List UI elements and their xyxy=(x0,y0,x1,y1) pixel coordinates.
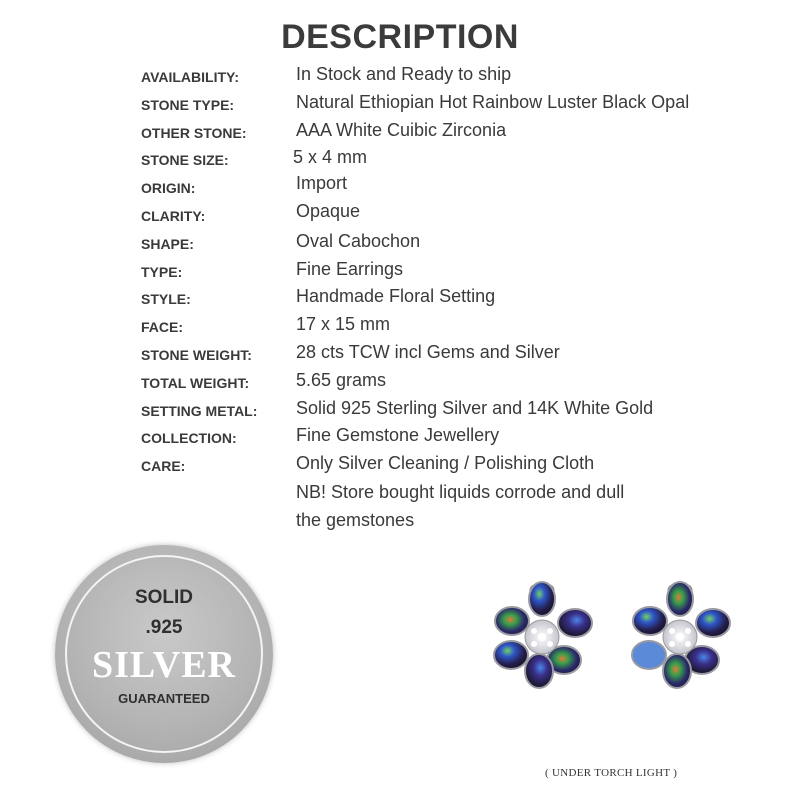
spec-row-origin xyxy=(141,175,761,203)
spec-label: CARE: xyxy=(141,458,186,475)
care-note-line-2: the gemstones xyxy=(296,510,415,530)
spec-row-setting-metal xyxy=(141,398,761,426)
spec-table xyxy=(141,64,761,481)
spec-label: TOTAL WEIGHT: xyxy=(141,374,250,391)
spec-value: Import xyxy=(296,173,348,194)
spec-label: SETTING METAL: xyxy=(141,402,258,419)
spec-row-face xyxy=(141,314,761,342)
spec-label: AVAILABILITY: xyxy=(141,69,239,85)
spec-value: AAA White Cuibic Zirconia xyxy=(296,119,507,140)
spec-value: In Stock and Ready to ship xyxy=(296,64,512,84)
seal-925-text: .925 xyxy=(145,617,183,638)
spec-row-collection xyxy=(141,425,761,453)
spec-row-stone-size xyxy=(141,147,761,175)
silver-guarantee-seal xyxy=(55,545,273,763)
earrings-photo xyxy=(470,555,770,715)
spec-value: Only Silver Cleaning / Polishing Cloth xyxy=(296,453,595,474)
spec-label: FACE: xyxy=(141,319,183,336)
care-note-line-1: NB! Store bought liquids corrode and dull xyxy=(296,482,625,502)
left-earring xyxy=(494,582,592,688)
spec-label: OTHER STONE: xyxy=(141,124,247,141)
spec-value: Handmade Floral Setting xyxy=(296,286,496,307)
spec-label: STONE SIZE: xyxy=(141,152,229,169)
spec-label: STONE TYPE: xyxy=(141,96,235,113)
spec-value: Solid 925 Sterling Silver and 14K White Gold xyxy=(296,397,654,418)
spec-row-shape xyxy=(141,231,761,259)
spec-row-total-weight xyxy=(141,370,761,398)
spec-value: Natural Ethiopian Hot Rainbow Luster Black Opal xyxy=(296,91,690,112)
spec-row-care xyxy=(141,453,761,481)
spec-label: STONE WEIGHT: xyxy=(141,346,252,363)
spec-label: STYLE: xyxy=(141,291,191,308)
seal-silver-text: SILVER xyxy=(91,644,236,686)
spec-label: SHAPE: xyxy=(141,235,194,252)
spec-row-clarity xyxy=(141,200,761,231)
spec-row-stone-type xyxy=(141,92,761,120)
seal-solid-text: SOLID xyxy=(134,587,194,608)
spec-value: Oval Cabochon xyxy=(296,230,421,251)
spec-label: COLLECTION: xyxy=(141,430,237,447)
spec-value: 5 x 4 mm xyxy=(293,147,368,168)
spec-row-style xyxy=(141,286,761,314)
spec-value: 5.65 grams xyxy=(296,369,387,390)
photo-caption: ( UNDER TORCH LIGHT ) xyxy=(545,767,678,779)
spec-row-type xyxy=(141,259,761,287)
spec-value: Opaque xyxy=(296,200,361,221)
spec-row-other-stone xyxy=(141,120,761,148)
spec-label: CLARITY: xyxy=(141,207,206,224)
right-earring xyxy=(632,582,730,688)
spec-value: 17 x 15 mm xyxy=(296,314,391,335)
spec-label: TYPE: xyxy=(141,263,183,280)
spec-value: 28 cts TCW incl Gems and Silver xyxy=(296,341,560,362)
spec-label: ORIGIN: xyxy=(141,180,196,197)
spec-value: Fine Earrings xyxy=(296,258,404,279)
spec-row-stone-weight xyxy=(141,342,761,370)
spec-value: Fine Gemstone Jewellery xyxy=(296,425,500,446)
spec-row-availability xyxy=(141,64,761,92)
page-title: DESCRIPTION xyxy=(281,18,519,56)
seal-guaranteed-text: GUARANTEED xyxy=(118,691,210,706)
